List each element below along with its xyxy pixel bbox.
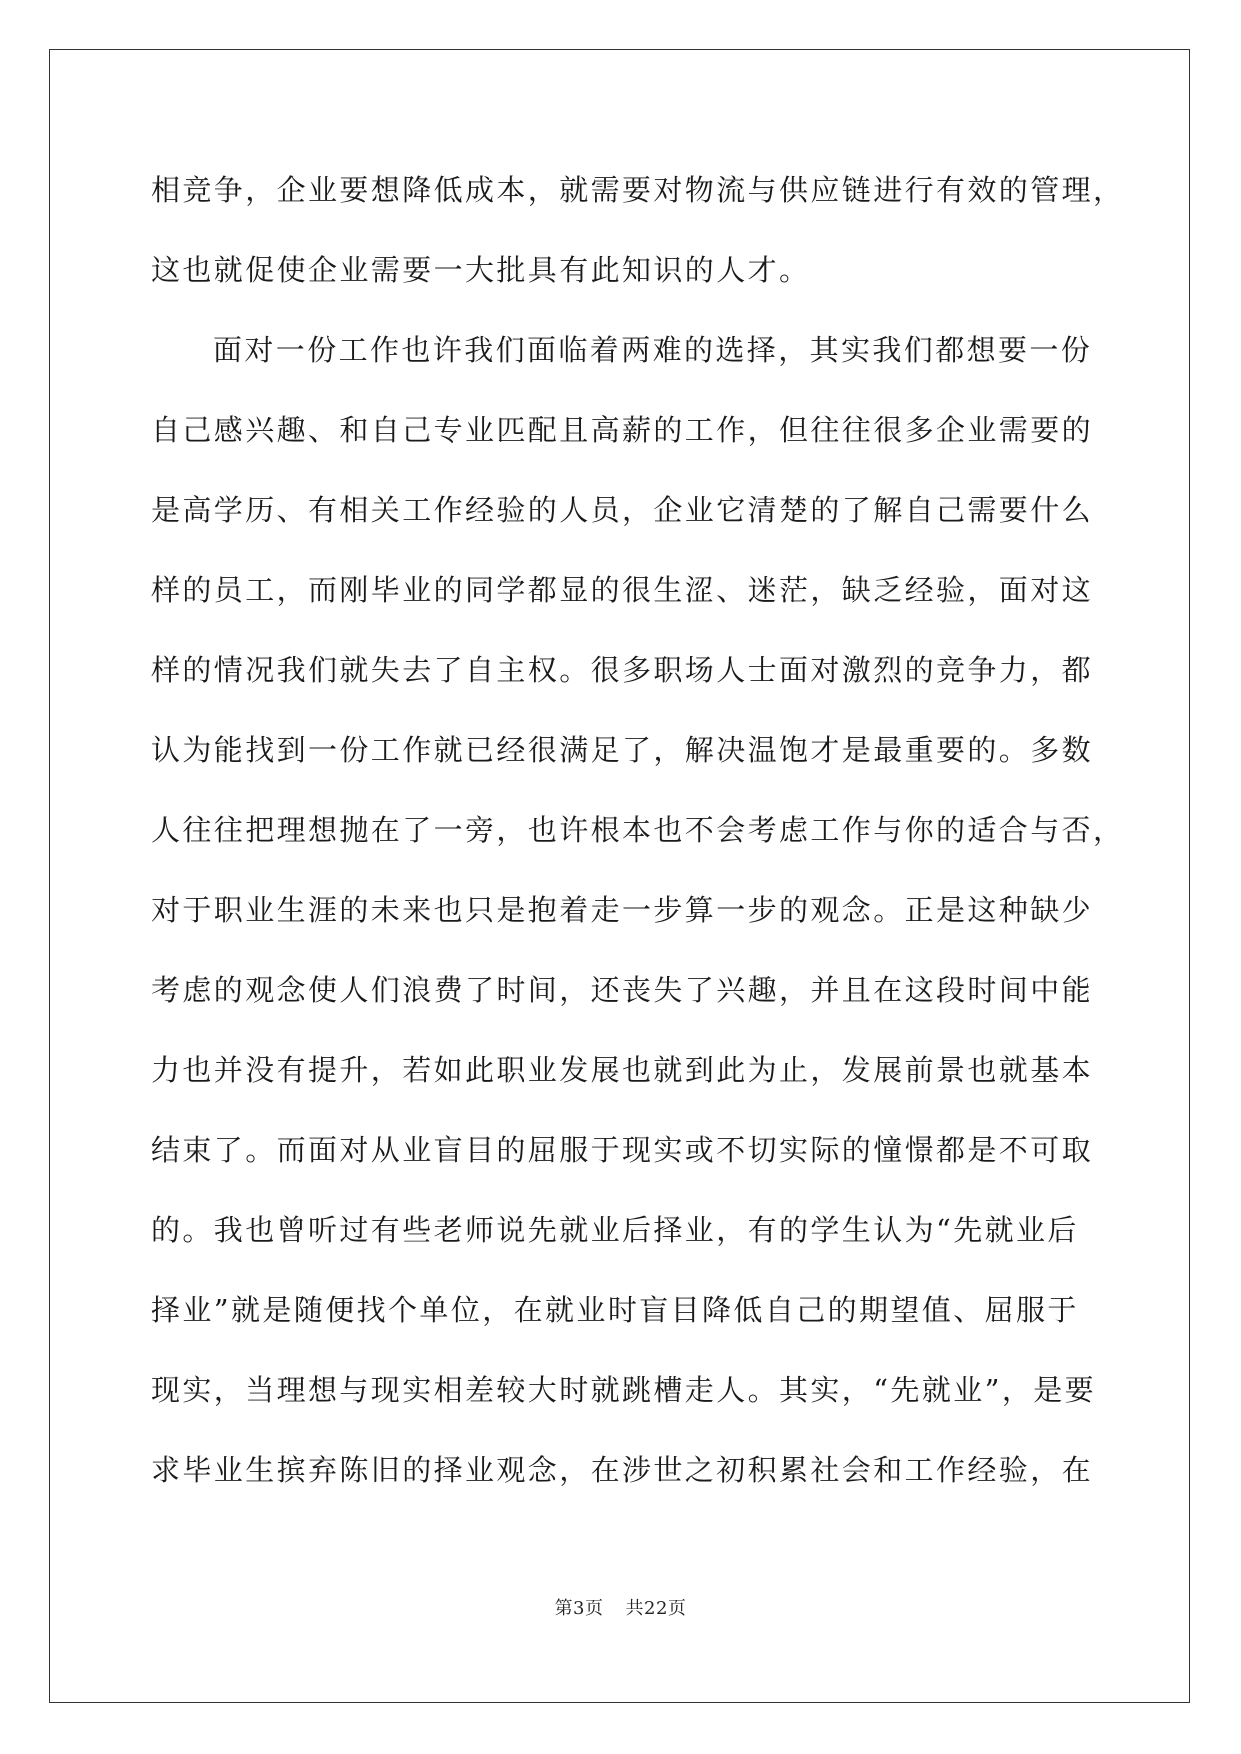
text-line: 样的情况我们就失去了自主权。很多职场人士面对激烈的竞争力，都 [151, 653, 1094, 687]
text-line: 自己感兴趣、和自己专业匹配且高薪的工作，但往往很多企业需要的 [151, 413, 1094, 447]
text-line: 的。我也曾听过有些老师说先就业后择业，有的学生认为“先就业后 [151, 1213, 1079, 1247]
text-line: 对于职业生涯的未来也只是抱着走一步算一步的观念。正是这种缺少 [151, 893, 1094, 927]
text-line: 求毕业生摈弃陈旧的择业观念，在涉世之初积累社会和工作经验，在 [151, 1453, 1094, 1487]
body-text [151, 160, 1125, 1520]
text-line: 考虑的观念使人们浪费了时间，还丧失了兴趣，并且在这段时间中能 [151, 973, 1094, 1007]
page-number: 第3页 [554, 1598, 604, 1619]
page-total: 共22页 [625, 1598, 687, 1619]
text-line: 现实，当理想与现实相差较大时就跳槽走人。其实，“先就业”，是要 [151, 1373, 1097, 1407]
text-line: 面对一份工作也许我们面临着两难的选择，其实我们都想要一份 [213, 333, 1093, 367]
text-line: 是高学历、有相关工作经验的人员，企业它清楚的了解自己需要什么 [151, 493, 1094, 527]
text-line: 人往往把理想抛在了一旁，也许根本也不会考虑工作与你的适合与否， [151, 813, 1125, 847]
text-line: 认为能找到一份工作就已经很满足了，解决温饱才是最重要的。多数 [151, 733, 1094, 767]
text-line: 力也并没有提升，若如此职业发展也就到此为止，发展前景也就基本 [151, 1053, 1094, 1087]
paragraph-1 [151, 160, 1125, 320]
text-line: 择业”就是随便找个单位，在就业时盲目降低自己的期望值、屈服于 [151, 1293, 1079, 1327]
page-footer [0, 1594, 1241, 1620]
text-line: 结束了。而面对从业盲目的屈服于现实或不切实际的憧憬都是不可取 [151, 1133, 1094, 1167]
text-line: 这也就促使企业需要一大批具有此知识的人才。 [151, 253, 811, 287]
paragraph-2 [151, 320, 1125, 1520]
text-line: 相竞争，企业要想降低成本，就需要对物流与供应链进行有效的管理， [151, 173, 1125, 207]
text-line: 样的员工，而刚毕业的同学都显的很生涩、迷茫，缺乏经验，面对这 [151, 573, 1094, 607]
